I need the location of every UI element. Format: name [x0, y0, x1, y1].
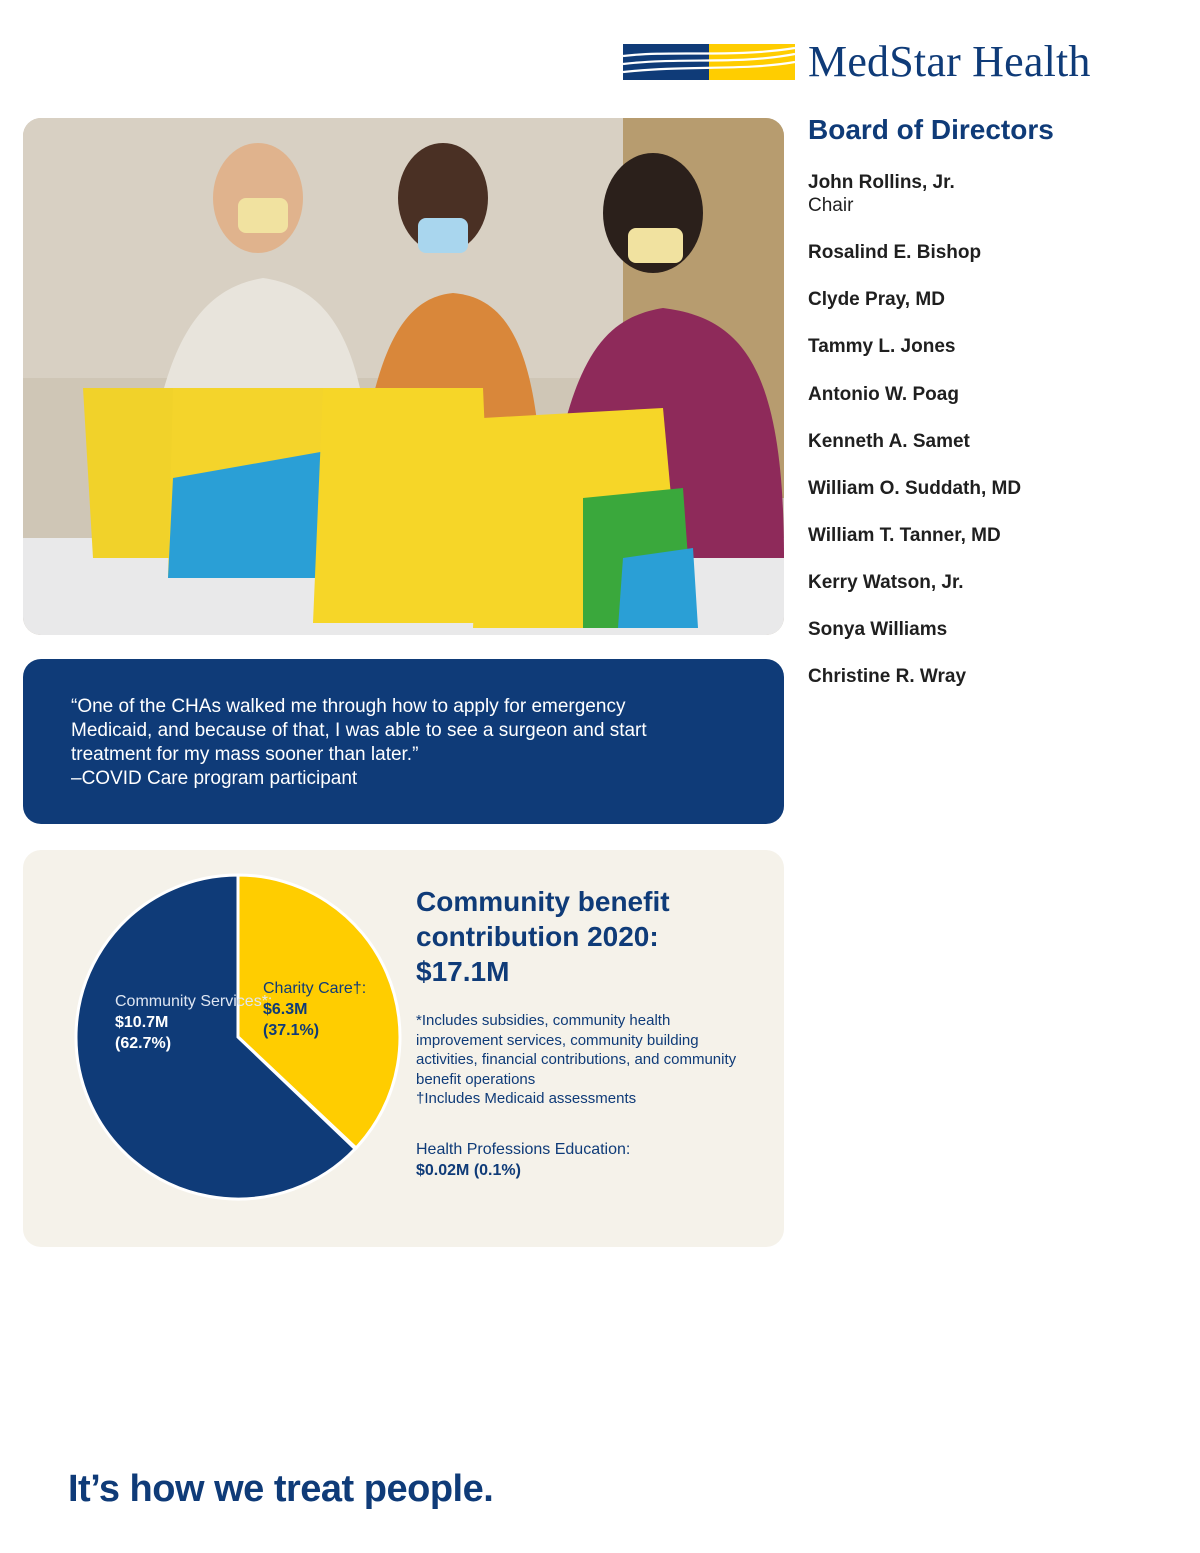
pie-label-percent: (37.1%) [263, 1022, 320, 1039]
hpe-value: $0.02M (0.1%) [416, 1162, 521, 1179]
pie-label-community-services [115, 991, 272, 1054]
testimonial-attribution: –COVID Care program participant [71, 768, 358, 789]
pie-label-value: $6.3M [263, 1001, 308, 1018]
pie-label-percent: (62.7%) [115, 1035, 172, 1052]
pie-label-name: Community Services*: [115, 993, 273, 1010]
director-name: John Rollins, Jr. [808, 172, 955, 193]
health-professions-education [416, 1139, 756, 1181]
director-name: Kenneth A. Samet [808, 431, 970, 452]
community-benefit-title: Community benefit contribution 2020: $17.1M [416, 886, 670, 987]
photo-volunteers-with-bags-icon [23, 118, 784, 635]
brand-name: MedStar Health [808, 37, 1091, 86]
testimonial-quote: “One of the CHAs walked me through how to apply for emergency Medicaid, and because of that, I was able to see a surgeon and start treatment for my mass sooner than later.” [71, 696, 647, 765]
hpe-label: Health Professions Education: [416, 1141, 631, 1158]
pie-label-charity-care [263, 978, 366, 1041]
board-title: Board of Directors [808, 114, 1054, 145]
director-role: Chair [808, 195, 854, 216]
tagline: It’s how we treat people. [68, 1468, 494, 1510]
pie-label-name: Charity Care†: [263, 980, 367, 997]
director-name: Rosalind E. Bishop [808, 242, 982, 263]
director-name: Tammy L. Jones [808, 336, 956, 357]
director-name: Clyde Pray, MD [808, 289, 945, 310]
medstar-logo [623, 37, 1133, 86]
medstar-logo-mark-icon [623, 44, 795, 80]
director-name: William T. Tanner, MD [808, 525, 1001, 546]
testimonial-box [23, 659, 784, 824]
director-name: Christine R. Wray [808, 666, 967, 687]
pie-label-value: $10.7M [115, 1014, 169, 1031]
community-benefit-card [23, 850, 784, 1247]
director-name: Kerry Watson, Jr. [808, 572, 964, 593]
director-name: William O. Suddath, MD [808, 478, 1022, 499]
director-name: Antonio W. Poag [808, 384, 959, 405]
community-benefit-footnotes [416, 1011, 756, 1109]
community-photo [23, 118, 784, 635]
director-name: Sonya Williams [808, 619, 948, 640]
footnote-subsidies: *Includes subsidies, community health improvement services, community building activities, financial contributions, and community benefit operations [416, 1012, 737, 1088]
footnote-medicaid: †Includes Medicaid assessments [416, 1090, 637, 1107]
